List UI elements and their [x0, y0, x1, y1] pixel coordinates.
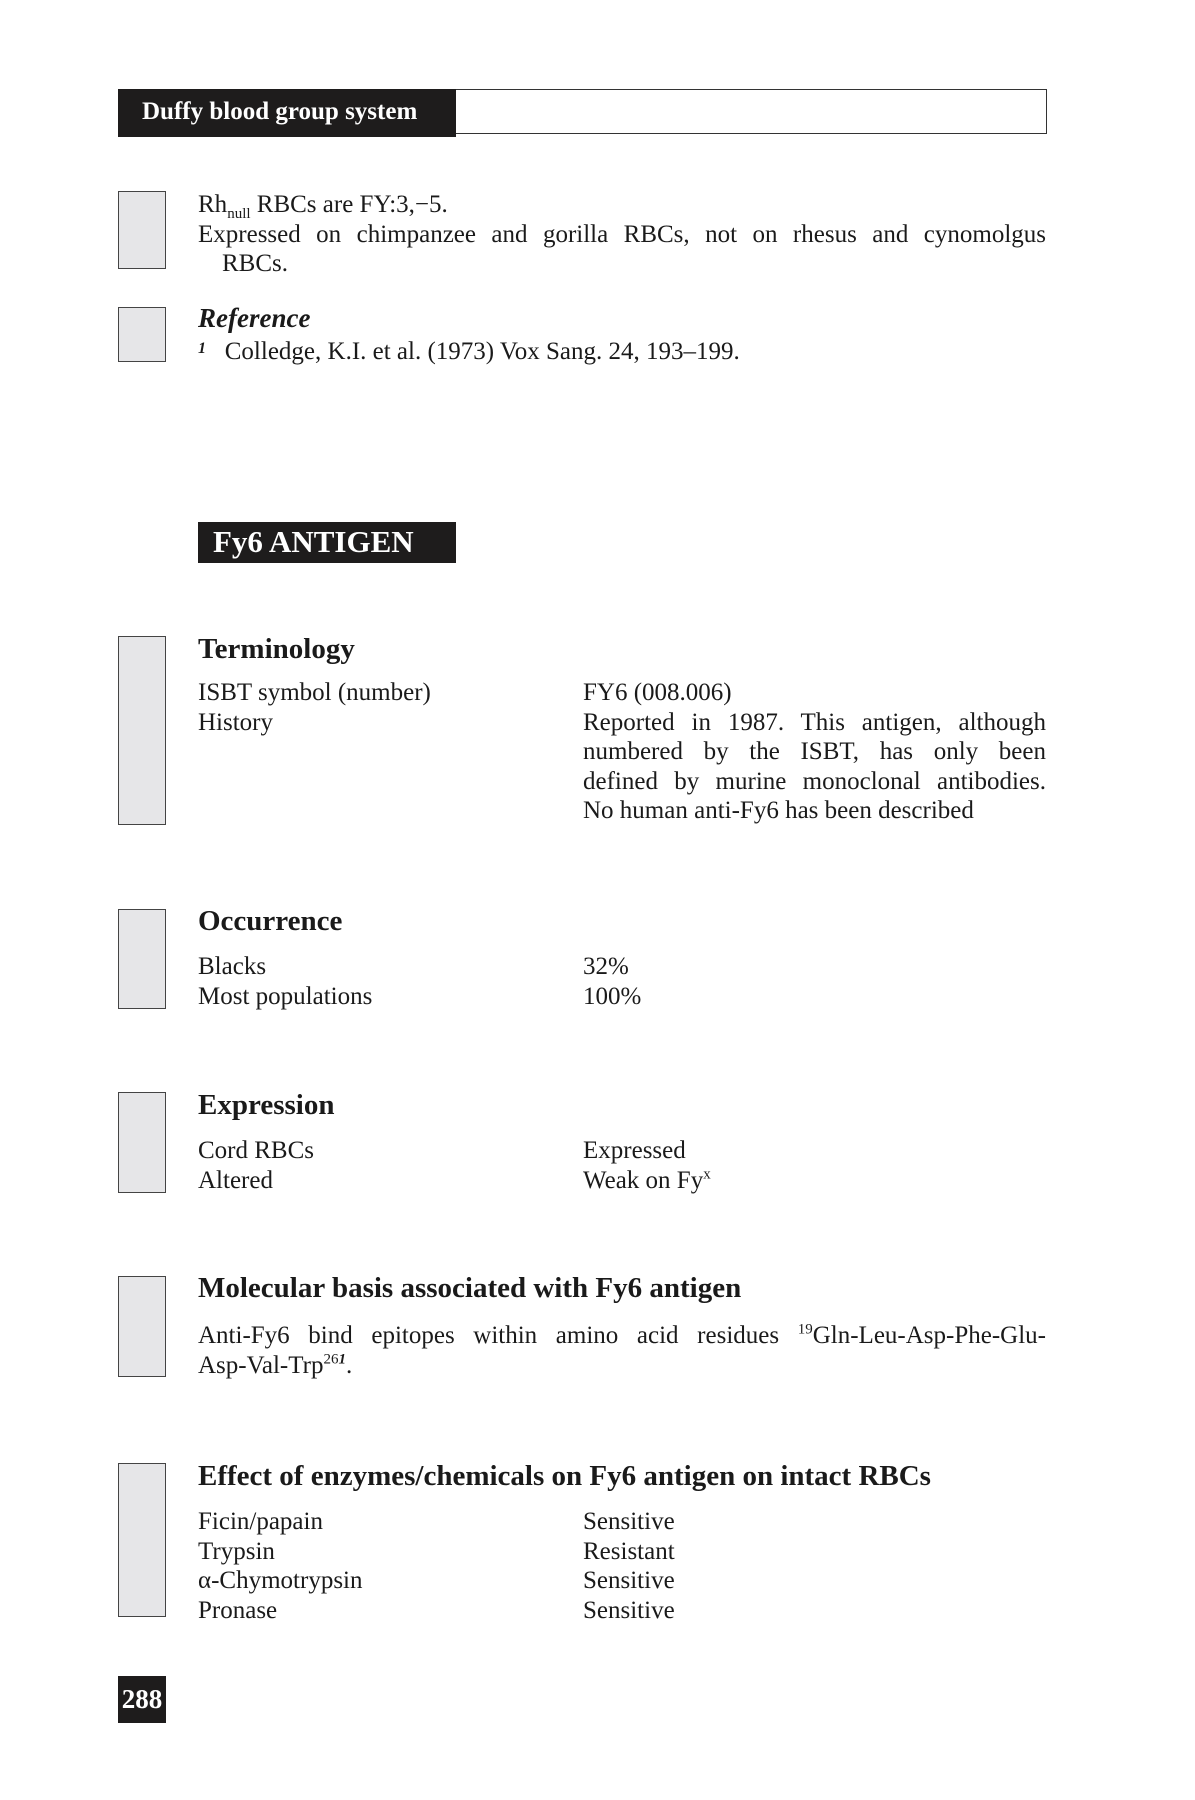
- running-header-frame: [456, 89, 1047, 134]
- table-row: [198, 952, 1046, 982]
- row-value: Sensitive: [583, 1567, 675, 1594]
- text: Weak on Fy: [583, 1166, 704, 1194]
- text: .: [345, 1351, 353, 1379]
- row-value: Resistant: [583, 1537, 675, 1565]
- intro-line-3: RBCs.: [222, 250, 289, 277]
- margin-marker: [118, 909, 166, 1009]
- terminology-section: [198, 632, 1046, 826]
- reference-marker: 1: [338, 1351, 346, 1368]
- row-label: History: [198, 708, 273, 736]
- history-line: numbered by the ISBT, has only been: [583, 738, 1046, 765]
- table-row: [198, 1507, 1046, 1537]
- margin-marker: [118, 1463, 166, 1617]
- row-value: Sensitive: [583, 1508, 675, 1535]
- reference-number: 1: [198, 339, 206, 357]
- table-row: [198, 1166, 1046, 1196]
- intro-line-2: Expressed on chimpanzee and gorilla RBCs, not on rhesus and cynomolgus: [198, 220, 1046, 248]
- running-header: Duffy blood group system: [118, 89, 456, 137]
- reference-heading: Reference: [198, 303, 311, 333]
- row-label: Pronase: [198, 1596, 278, 1624]
- margin-marker: [118, 1276, 166, 1377]
- row-label: Ficin/papain: [198, 1508, 323, 1535]
- section-heading: Molecular basis associated with Fy6 antigen: [198, 1272, 742, 1304]
- page-number: 288: [118, 1676, 166, 1723]
- table-row: [198, 708, 1046, 826]
- section-heading: Occurrence: [198, 905, 343, 937]
- intro-text: [198, 190, 1046, 279]
- molecular-section: [198, 1271, 1046, 1380]
- molecular-line-1: [198, 1321, 1046, 1351]
- superscript: 26: [323, 1351, 339, 1368]
- text: Anti-Fy6 bind epitopes within amino acid residues: [198, 1322, 798, 1349]
- row-value: [583, 708, 1046, 826]
- intro-line-1: [198, 190, 1046, 220]
- history-line: No human anti-Fy6 has been described: [583, 797, 974, 824]
- row-value: 100%: [583, 982, 642, 1010]
- reference-citation: Colledge, K.I. et al. (1973) Vox Sang. 24, 193–199.: [224, 337, 740, 365]
- occurrence-section: [198, 904, 1046, 1011]
- margin-marker: [118, 1092, 166, 1193]
- text: Asp-Val-Trp: [198, 1351, 324, 1379]
- expression-section: [198, 1088, 1046, 1195]
- row-label: α-Chymotrypsin: [198, 1567, 363, 1594]
- molecular-line-2: [198, 1351, 1046, 1381]
- table-row: [198, 982, 1046, 1012]
- row-value: Sensitive: [583, 1596, 675, 1624]
- section-heading: Expression: [198, 1089, 335, 1121]
- row-label: ISBT symbol (number): [198, 679, 431, 706]
- history-line: Reported in 1987. This antigen, although: [583, 708, 1046, 736]
- margin-marker: [118, 191, 166, 269]
- reference-item: [198, 334, 1046, 367]
- row-label: Cord RBCs: [198, 1137, 315, 1164]
- superscript: x: [703, 1166, 711, 1183]
- section-heading: Terminology: [198, 633, 355, 665]
- table-row: [198, 1537, 1046, 1567]
- margin-marker: [118, 636, 166, 825]
- margin-marker: [118, 307, 166, 362]
- table-row: [198, 1596, 1046, 1626]
- enzymes-section: [198, 1459, 1046, 1625]
- table-row: [198, 1566, 1046, 1596]
- superscript: 19: [797, 1321, 813, 1338]
- antigen-title: Fy6 ANTIGEN: [198, 522, 456, 563]
- history-line: defined by murine monoclonal antibodies.: [583, 767, 1046, 795]
- reference-block: [198, 304, 1046, 366]
- row-value: [583, 1166, 1046, 1196]
- row-value: 32%: [583, 953, 629, 980]
- row-label: Most populations: [198, 982, 373, 1010]
- table-row: [198, 1136, 1046, 1166]
- subscript: null: [227, 206, 251, 222]
- row-label: Blacks: [198, 953, 267, 980]
- text: Gln-Leu-Asp-Phe-Glu-: [812, 1322, 1046, 1349]
- row-value: Expressed: [583, 1137, 686, 1164]
- row-label: Altered: [198, 1166, 273, 1194]
- row-label: Trypsin: [198, 1537, 275, 1565]
- row-value: FY6 (008.006): [583, 679, 732, 706]
- text: RBCs are FY:3,−5.: [250, 191, 448, 218]
- text: Rh: [198, 191, 228, 218]
- table-row: [198, 678, 1046, 708]
- section-heading: Effect of enzymes/chemicals on Fy6 antigen on intact RBCs: [198, 1460, 931, 1492]
